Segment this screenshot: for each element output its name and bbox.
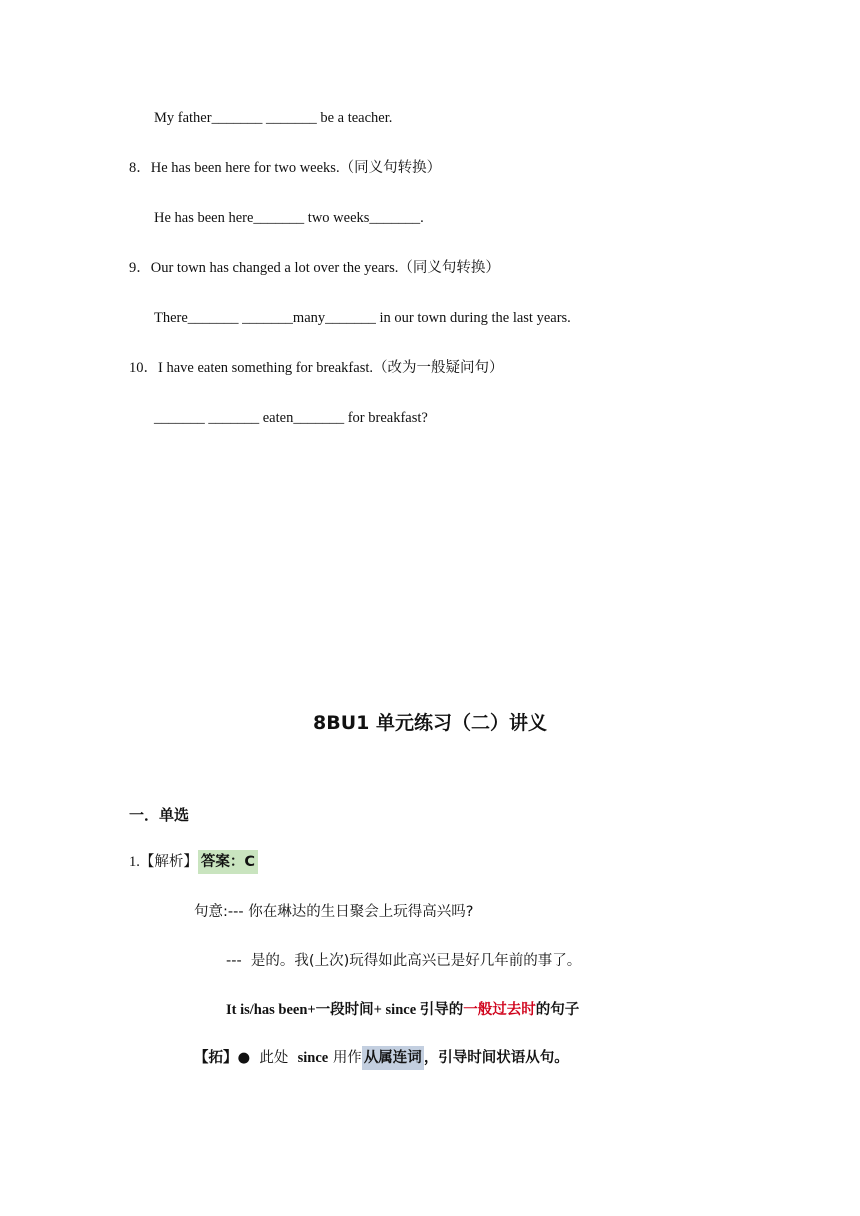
section-heading: 一．单选 (129, 806, 190, 824)
item-1-header (129, 852, 258, 872)
question-text: He has been here for two weeks. (150, 160, 340, 176)
extension-note (194, 1048, 569, 1068)
extension-used: 用作 (332, 1050, 362, 1066)
question-8 (129, 158, 441, 178)
question-text: I have eaten something for breakfast. (158, 360, 373, 376)
question-10 (129, 358, 504, 378)
q10-answer-line: _______ _______ eaten_______ for breakfast? (154, 410, 428, 426)
question-note: （同义句转换） (339, 160, 442, 176)
bullet-icon: ● (237, 1050, 251, 1066)
question-number: 9． (129, 260, 151, 276)
q7-answer-line: My father_______ _______ be a teacher. (154, 110, 393, 126)
analysis-label: 【解析】 (139, 854, 198, 870)
meaning-label: 句意:--- (194, 904, 244, 920)
extension-since: since (297, 1050, 329, 1066)
sentence-meaning-answer (226, 951, 581, 971)
answer-badge: 答案：C (198, 850, 258, 874)
grammar-pattern (226, 1000, 579, 1020)
q9-answer-line: There_______ _______many_______ in our town during the last years. (154, 310, 571, 326)
question-9 (129, 258, 500, 278)
question-note: （同义句转换） (398, 260, 500, 276)
extension-highlight: 从属连词 (362, 1046, 424, 1070)
question-note: （改为一般疑问句） (373, 360, 504, 376)
meaning-dash: --- (226, 953, 242, 969)
meaning-answer-text: 是的。我(上次)玩得如此高兴已是好几年前的事了。 (250, 953, 582, 969)
extension-label: 【拓】 (194, 1050, 238, 1066)
sentence-meaning-question (194, 902, 473, 922)
q8-answer-line: He has been here_______ two weeks_______. (154, 210, 424, 226)
handout-title: 8BU1 单元练习（二）讲义 (313, 712, 547, 734)
meaning-question-text: 你在琳达的生日聚会上玩得高兴吗? (248, 904, 474, 920)
question-number: 8． (129, 160, 151, 176)
pattern-prefix: It is/has been+一段时间+ since 引导的 (226, 1002, 464, 1018)
question-number: 10． (129, 360, 158, 376)
extension-suffix: ，引导时间状语从句。 (423, 1050, 569, 1066)
extension-prefix: 此处 (259, 1050, 289, 1066)
pattern-tense-highlight: 一般过去时 (463, 1002, 536, 1018)
question-text: Our town has changed a lot over the years. (150, 260, 399, 276)
item-number: 1. (129, 854, 140, 870)
pattern-suffix: 的句子 (535, 1002, 580, 1018)
